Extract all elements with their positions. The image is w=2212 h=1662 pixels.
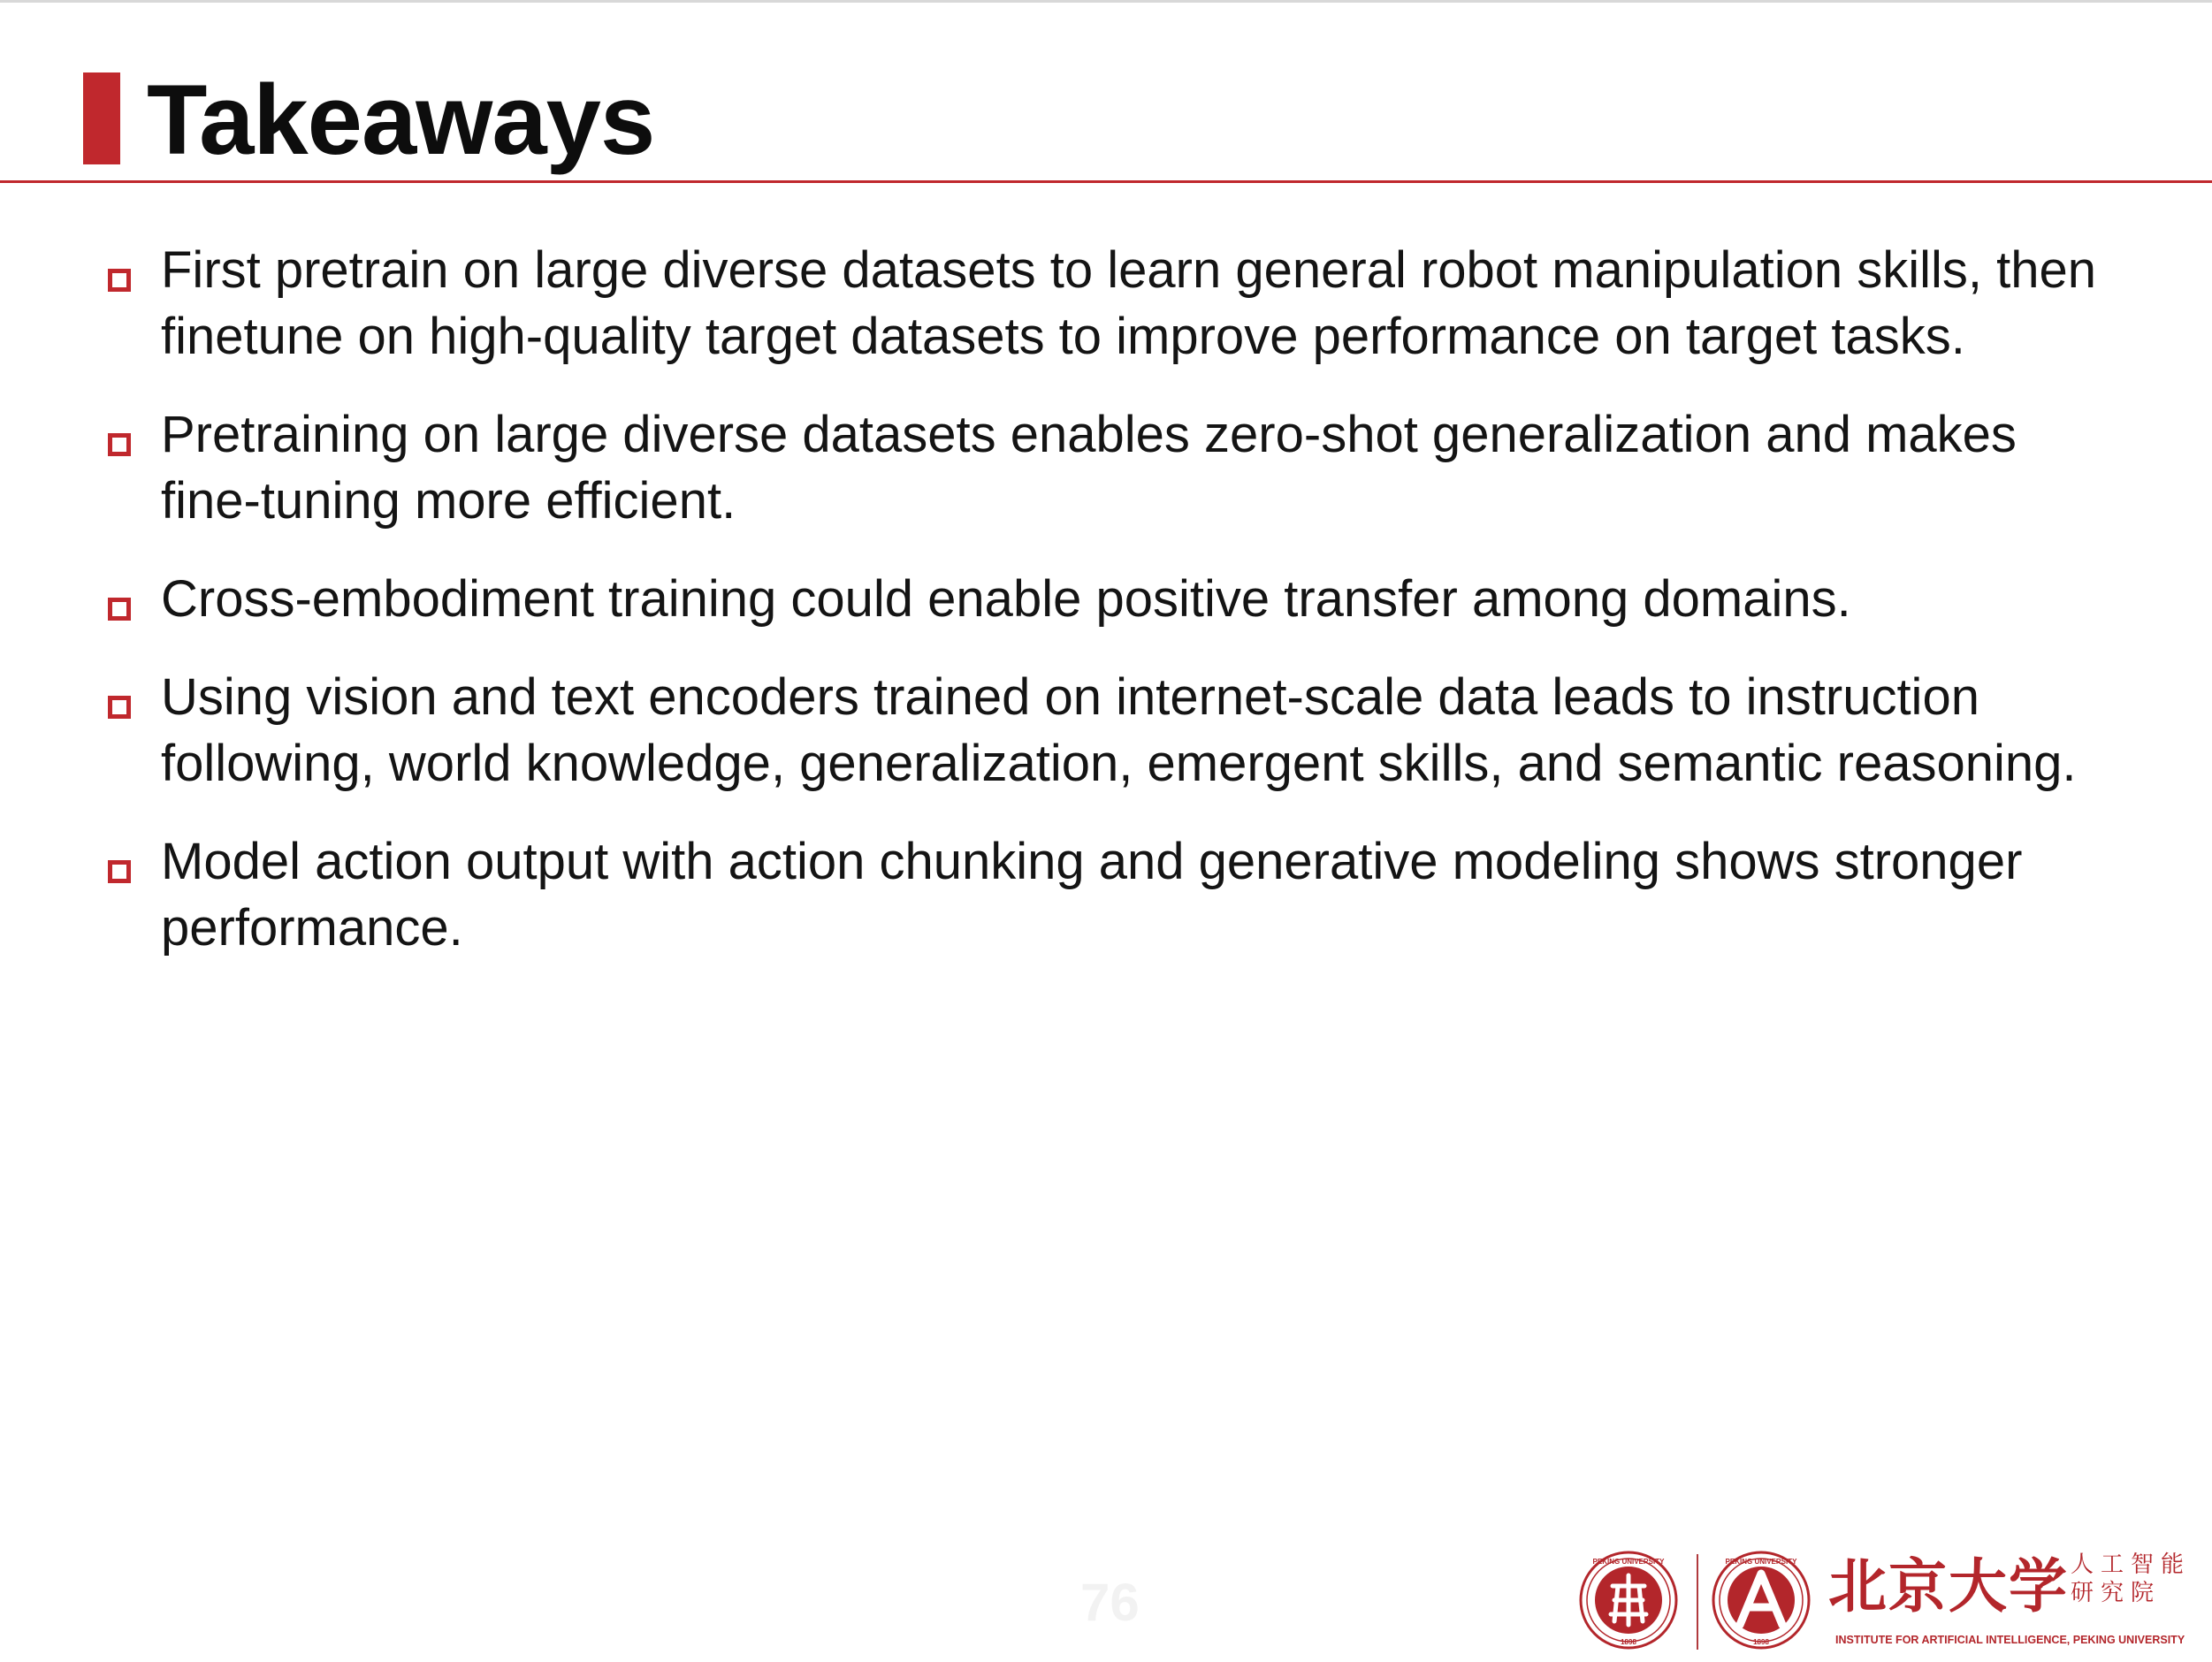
title-accent-bar (83, 72, 120, 164)
page-number: 76 (1080, 1573, 1140, 1632)
list-item (106, 237, 2104, 370)
institute-name-cn: 人工智能研究院 (2071, 1551, 2192, 1606)
bullet-text: First pretrain on large diverse datasets to learn general robot manipulation skills, then finetune on high-quality target datasets to improve performance on target tasks. (161, 241, 2097, 365)
list-item (106, 664, 2104, 797)
ai-institute-seal-icon (1712, 1551, 1811, 1650)
list-item (106, 401, 2104, 534)
university-name-cn: 北京大学 (1828, 1551, 2069, 1620)
list-item (106, 566, 2104, 632)
pku-seal-icon (1579, 1551, 1678, 1650)
slide-top-edge (0, 0, 2212, 3)
bullet-text: Pretraining on large diverse datasets enables zero-shot generalization and makes fine-tuning more efficient. (161, 406, 2017, 530)
square-bullet-icon (108, 860, 131, 883)
square-bullet-icon (108, 433, 131, 456)
square-bullet-icon (108, 269, 131, 292)
logo-divider (1697, 1554, 1698, 1650)
square-bullet-icon (108, 598, 131, 621)
takeaways-list (106, 237, 2104, 993)
bullet-text: Using vision and text encoders trained on internet-scale data leads to instruction following, world knowledge, generalization, emergent skills, and semantic reasoning. (161, 668, 2077, 792)
seal-1-year: 1898 (1621, 1638, 1636, 1646)
seal-2-text: PEKING UNIVERSITY (1725, 1558, 1797, 1566)
seal-1-text: PEKING UNIVERSITY (1592, 1558, 1665, 1566)
slide-title: Takeaways (147, 65, 655, 175)
title-underline-rule (0, 180, 2212, 183)
institute-name-en: INSTITUTE FOR ARTIFICIAL INTELLIGENCE, PEKING UNIVERSITY (1835, 1634, 2185, 1646)
list-item (106, 828, 2104, 961)
institute-logo (1579, 1549, 2198, 1657)
square-bullet-icon (108, 696, 131, 719)
bullet-text: Model action output with action chunking and generative modeling shows stronger performance. (161, 833, 2023, 957)
bullet-text: Cross-embodiment training could enable positive transfer among domains. (161, 570, 1851, 628)
seal-2-year: 1898 (1753, 1638, 1769, 1646)
